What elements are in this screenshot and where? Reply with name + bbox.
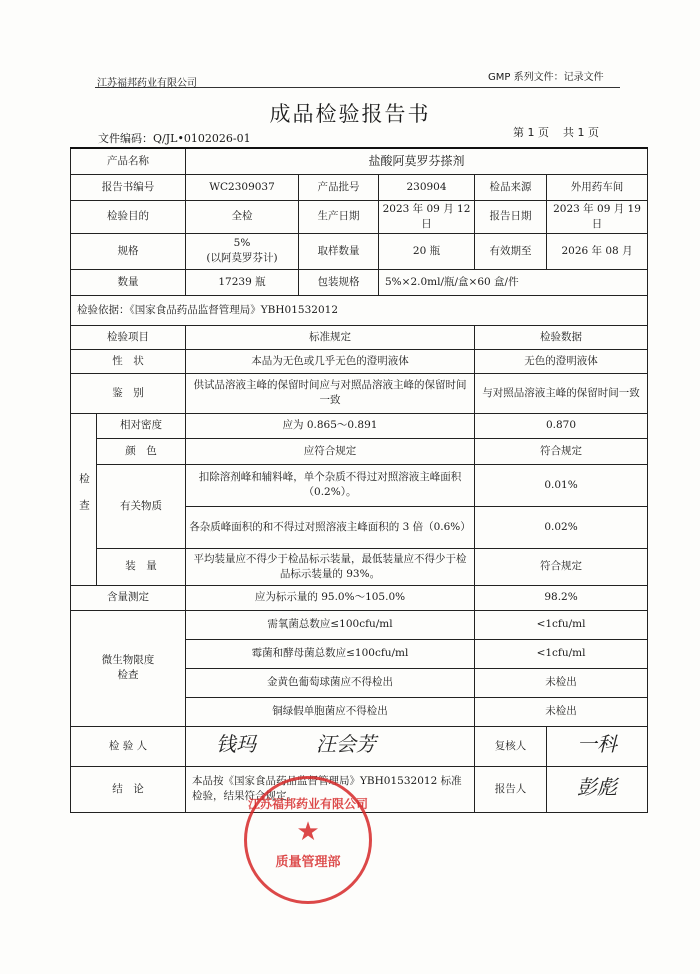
expiry-date: 2026 年 08 月 — [547, 233, 648, 269]
production-date-label: 生产日期 — [299, 200, 379, 233]
spec-value — [186, 233, 299, 269]
reporter-label: 报告人 — [475, 766, 547, 812]
related-result-1: 0.01% — [475, 464, 648, 506]
sample-qty: 20 瓶 — [379, 233, 475, 269]
microbial-label-line2: 检查 — [117, 669, 139, 681]
reporter-signature — [547, 766, 648, 812]
source: 外用药车间 — [547, 174, 648, 200]
product-name-label: 产品名称 — [71, 148, 186, 174]
character-result: 无色的澄明液体 — [475, 349, 648, 373]
conclusion-text: 本品按《国家食品药品监督管理局》YBH01532012 标准检验，结果符合规定。 — [186, 766, 475, 812]
report-no-label: 报告书编号 — [71, 174, 186, 200]
assay-standard: 应为标示量的 95.0%～105.0% — [186, 585, 475, 610]
report-date: 2023 年 09 月 19 日 — [547, 200, 648, 233]
micro-result-2: <1cfu/ml — [475, 639, 648, 668]
inspection-basis: 检验依据：《国家食品药品监督管理局》YBH01532012 — [71, 295, 648, 325]
product-name: 盐酸阿莫罗芬搽剂 — [186, 148, 648, 174]
fill-result: 符合规定 — [475, 548, 648, 585]
package-spec: 5%×2.0ml/瓶/盒×60 盒/件 — [379, 269, 648, 295]
color-label: 颜 色 — [97, 438, 186, 464]
batch-label: 产品批号 — [299, 174, 379, 200]
micro-standard-2: 霉菌和酵母菌总数应≤100cfu/ml — [186, 639, 475, 668]
spec-value-line2: (以阿莫罗芬计) — [206, 252, 278, 264]
reviewer-signature — [547, 726, 648, 766]
document-number: 文件编码：Q/JL•0102026-01 — [98, 132, 251, 145]
inspector-signature-1: 钱玛 — [216, 731, 256, 756]
package-label: 包装规格 — [299, 269, 379, 295]
page-indicator — [513, 124, 613, 140]
identification-label: 鉴 别 — [71, 373, 186, 413]
reviewer-label: 复核人 — [475, 726, 547, 766]
batch-no: 230904 — [379, 174, 475, 200]
spec-label: 规格 — [71, 233, 186, 269]
inspector-signature — [186, 726, 475, 766]
sample-qty-label: 取样数量 — [299, 233, 379, 269]
purpose-label: 检验目的 — [71, 200, 186, 233]
header-divider — [95, 87, 620, 88]
check-label: 检查 — [71, 413, 97, 585]
related-standard-2: 各杂质峰面积的和不得过对照溶液主峰面积的 3 倍（0.6%） — [186, 506, 475, 548]
spec-value-line1: 5% — [233, 237, 251, 249]
density-standard: 应为 0.865～0.891 — [186, 413, 475, 438]
result-header: 检验数据 — [475, 325, 648, 349]
reporter-signature-text: 彭彪 — [577, 774, 618, 799]
inspector-signature-2: 汪会芳 — [316, 731, 376, 756]
character-label: 性 状 — [71, 349, 186, 373]
gmp-label: GMP 系列文件：记录文件 — [488, 72, 604, 83]
related-substances-label: 有关物质 — [97, 464, 186, 548]
identification-result: 与对照品溶液主峰的保留时间一致 — [475, 373, 648, 413]
production-date: 2023 年 09 月 12 日 — [379, 200, 475, 233]
color-standard: 应符合规定 — [186, 438, 475, 464]
density-label: 相对密度 — [97, 413, 186, 438]
page-number: 第 1 页 — [513, 126, 549, 139]
expiry-label: 有效期至 — [475, 233, 547, 269]
color-result: 符合规定 — [475, 438, 648, 464]
report-date-label: 报告日期 — [475, 200, 547, 233]
page-title: 成品检验报告书 — [269, 102, 431, 126]
source-label: 检品来源 — [475, 174, 547, 200]
fill-standard: 平均装量应不得少于检品标示装量，最低装量应不得少于检品标示装量的 93%。 — [186, 548, 475, 585]
microbial-label-line1: 微生物限度 — [101, 654, 155, 666]
micro-standard-1: 需氧菌总数应≤100cfu/ml — [186, 610, 475, 639]
microbial-limit-label — [71, 610, 186, 726]
seal-dept-text: 质量管理部 — [275, 855, 341, 870]
inspector-label: 检 验 人 — [71, 726, 186, 766]
quantity: 17239 瓶 — [186, 269, 299, 295]
related-standard-1: 扣除溶剂峰和辅料峰，单个杂质不得过对照溶液主峰面积（0.2%）。 — [186, 464, 475, 506]
micro-standard-3: 金黄色葡萄球菌应不得检出 — [186, 668, 475, 697]
standard-header: 标准规定 — [186, 325, 475, 349]
seal-company-text: 江苏福邦药业有限公司 — [247, 797, 368, 811]
report-no: WC2309037 — [186, 174, 299, 200]
micro-result-3: 未检出 — [475, 668, 648, 697]
micro-result-4: 未检出 — [475, 697, 648, 726]
micro-result-1: <1cfu/ml — [475, 610, 648, 639]
seal-star-icon: ★ — [296, 817, 320, 847]
character-standard: 本品为无色或几乎无色的澄明液体 — [186, 349, 475, 373]
related-result-2: 0.02% — [475, 506, 648, 548]
micro-standard-4: 铜绿假单胞菌应不得检出 — [186, 697, 475, 726]
assay-result: 98.2% — [475, 585, 648, 610]
assay-label: 含量测定 — [71, 585, 186, 610]
company-name: 江苏福邦药业有限公司 — [97, 78, 197, 89]
conclusion-label: 结 论 — [71, 766, 186, 812]
fill-label: 装 量 — [97, 548, 186, 585]
density-result: 0.870 — [475, 413, 648, 438]
identification-standard: 供试品溶液主峰的保留时间应与对照品溶液主峰的保留时间一致 — [186, 373, 475, 413]
item-header: 检验项目 — [71, 325, 186, 349]
page-total: 共 1 页 — [563, 126, 599, 139]
inspection-table — [70, 147, 648, 813]
purpose: 全检 — [186, 200, 299, 233]
quantity-label: 数量 — [71, 269, 186, 295]
reviewer-signature-text: 一科 — [577, 731, 618, 756]
